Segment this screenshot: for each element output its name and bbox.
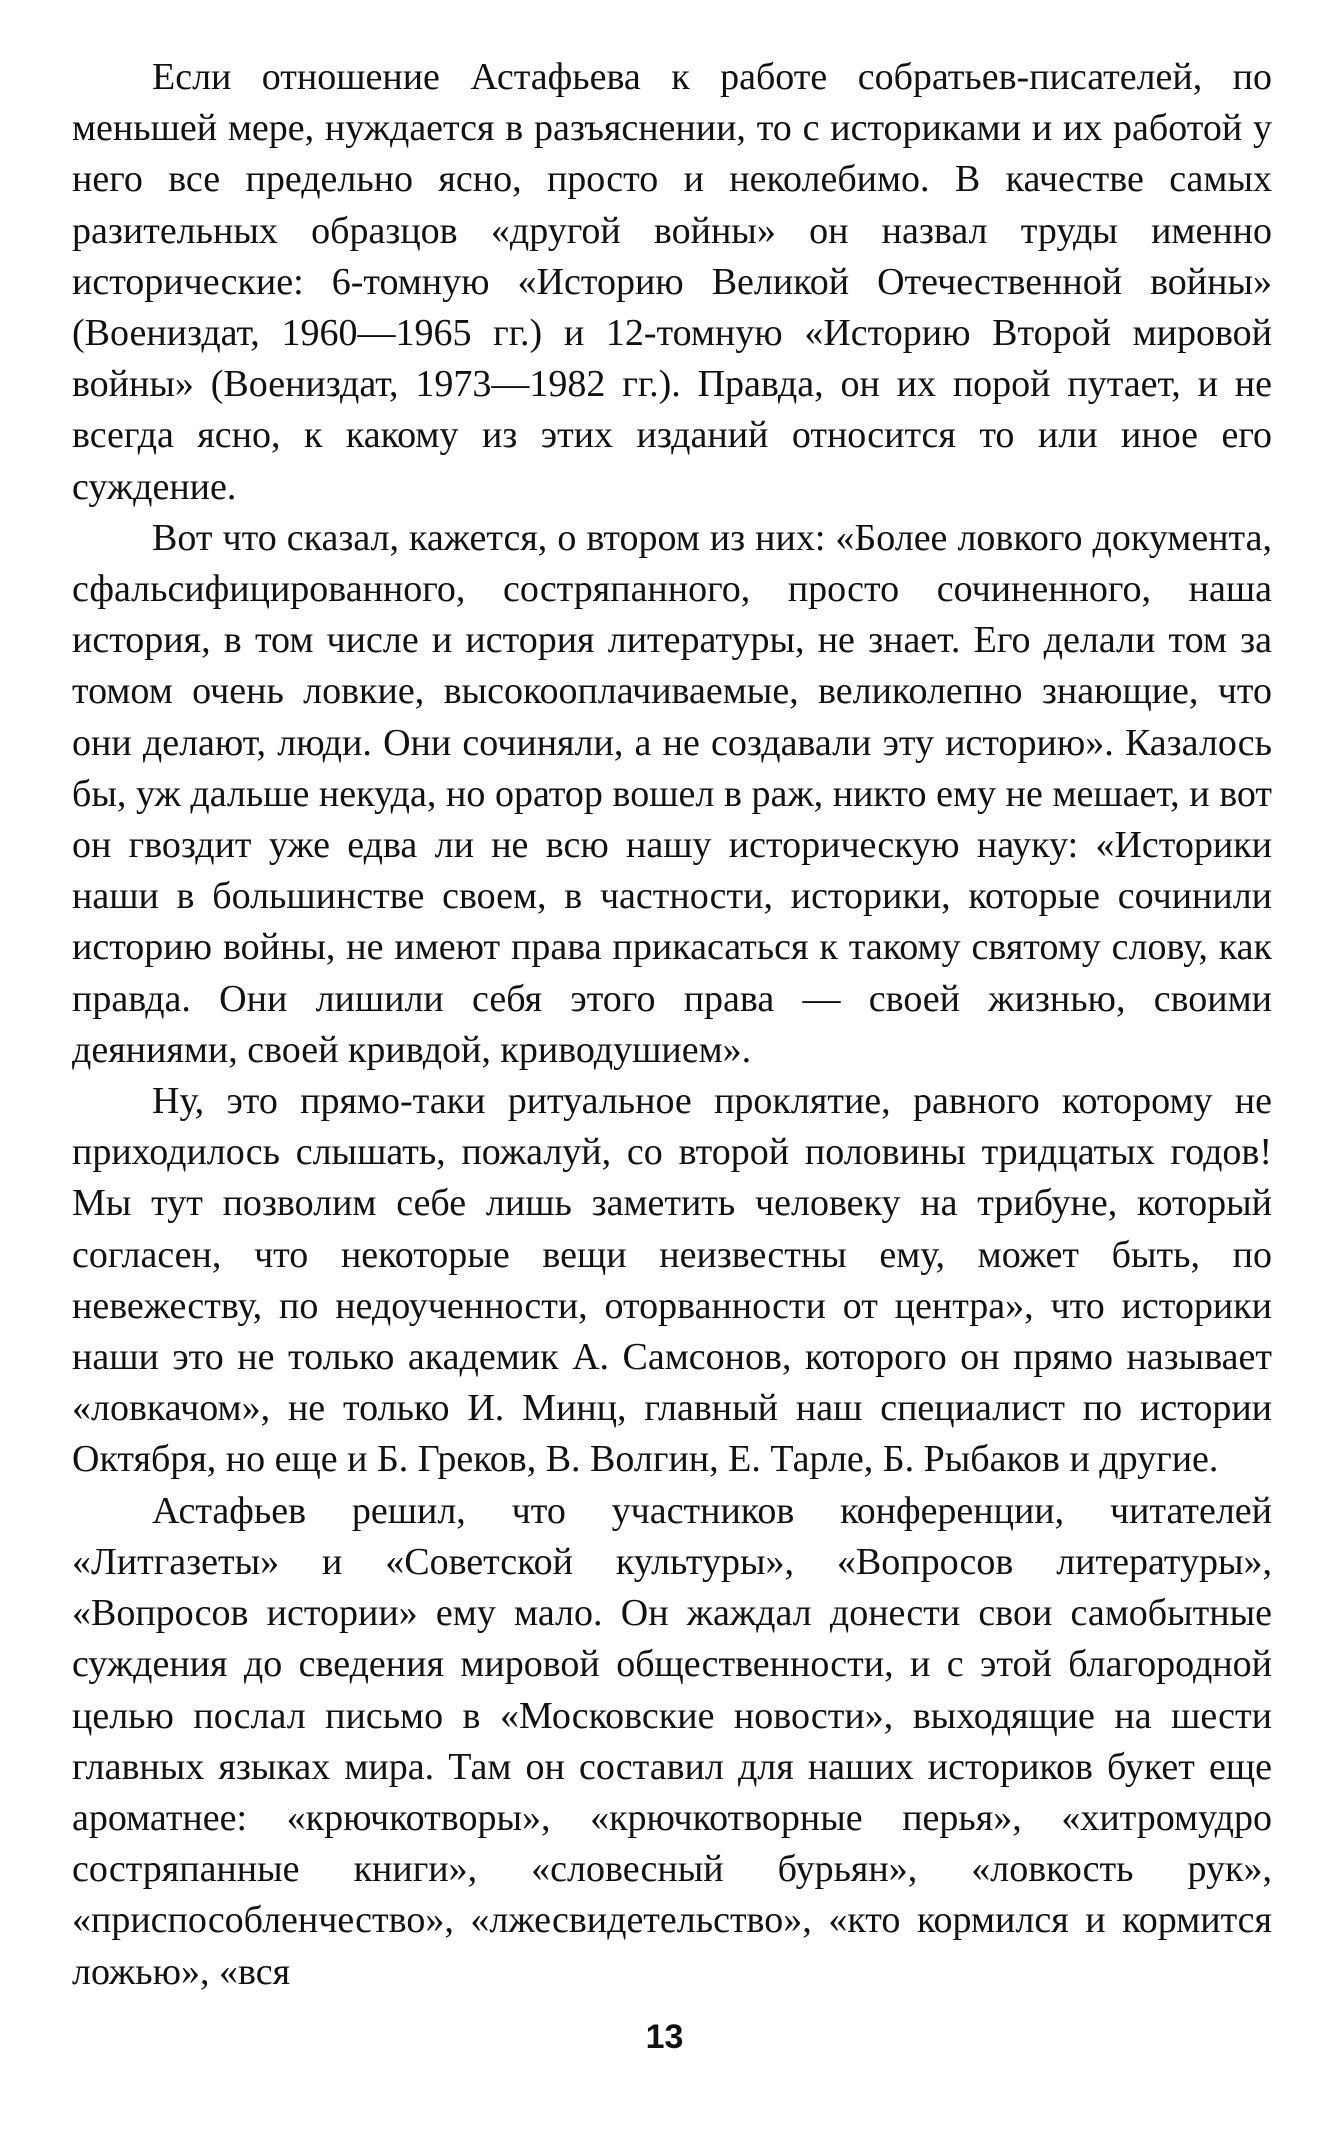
page-number: 13: [645, 2018, 684, 2056]
paragraph-4: Астафьев решил, что участников конференции, читателей «Литгазеты» и «Советской культуры», «Вопросов литературы», «Вопросов истории» ему мало. Он жаждал донести свои самобытные суждения до сведения мировой общественности, и с этой благородной целью послал письмо в «Московские новости», выходящие на шести главных языках мира. Там он составил для наших историков букет еще ароматнее: «крючкотворы», «крючкотворные перья», «хитромудро состряпанные книги», «словесный бурьян», «ловкость рук», «приспособленчество», «лжесвидетельство», «кто кормился и кормится ложью», «вся: [72, 1489, 1272, 1993]
paragraph-2: Вот что сказал, кажется, о втором из них: «Более ловкого документа, сфальсифицированного, состряпанного, просто сочиненного, наша история, в том числе и история литературы, не знает. Его делали том за томом очень ловкие, высокооплачиваемые, великолепно знающие, что они делают, люди. Они сочиняли, а не создавали эту историю». Казалось бы, уж дальше некуда, но оратор вошел в раж, никто ему не мешает, и вот он гвоздит уже едва ли не всю нашу историческую науку: «Историки наши в большинстве своем, в частности, историки, которые сочинили историю войны, не имеют права прикасаться к такому святому слову, как правда. Они лишили себя этого права — своей жизнью, своими деяниями, своей кривдой, криводушием».: [72, 516, 1272, 1071]
paragraph-1: Если отношение Астафьева к работе собратьев-писателей, по меньшей мере, нуждается в разъяснении, то с историками и их работой у него все предельно ясно, просто и неколебимо. В качестве самых разительных образцов «другой войны» он назвал труды именно исторические: 6-томную «Историю Великой Отечественной войны» (Воениздат, 1960—1965 гг.) и 12-томную «Историю Второй мировой войны» (Воениздат, 1973—1982 гг.). Правда, он их порой путает, и не всегда ясно, к какому из этих изданий относится то или иное его суждение.: [72, 56, 1272, 508]
paragraph-3: Ну, это прямо-таки ритуальное проклятие, равного которому не приходилось слышать, пожалуй, со второй половины тридцатых годов! Мы тут позволим себе лишь заметить человеку на трибуне, который согласен, что некоторые вещи неизвестны ему, может быть, по невежеству, по недоученности, оторванности от центра», что историки наши это не только академик А. Самсонов, которого он прямо называет «ловкачом», не только И. Минц, главный наш специалист по истории Октября, но еще и Б. Греков, В. Волгин, Е. Тарле, Б. Рыбаков и другие.: [72, 1080, 1272, 1481]
page-text: [72, 52, 1272, 1998]
